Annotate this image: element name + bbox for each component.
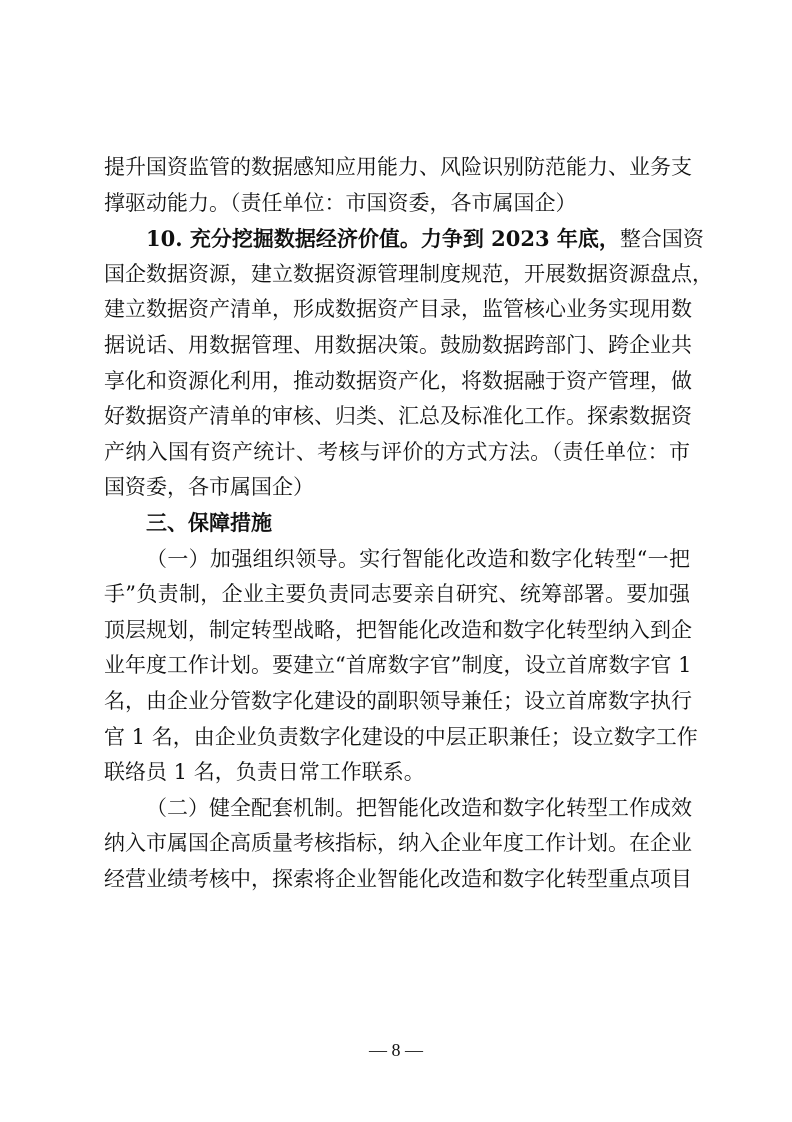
paragraph-line: 国企数据资源，建立数据资源管理制度规范，开展数据资源盘点， [104,261,713,286]
paragraph-line: 手”负责制，企业主要负责同志要亲自研究、统筹部署。要加强 [104,582,690,607]
paragraph-line: 名，由企业分管数字化建设的副职领导兼任；设立首席数字执行 [104,688,692,713]
paragraph-line: 据说话、用数据管理、用数据决策。鼓励数据跨部门、跨企业共 [104,332,692,357]
paragraph-line: 经营业绩考核中，探索将企业智能化改造和数字化转型重点项目 [104,866,692,891]
paragraph-line: 顶层规划，制定转型战略，把智能化改造和数字化转型纳入到企 [104,617,692,642]
paragraph-line: 产纳入国有资产统计、考核与评价的方式方法。（责任单位：市 [104,439,690,464]
item-10-first-rest: 整合国资 [619,227,704,252]
item-10-first-line [104,221,704,257]
document-body [104,150,713,897]
paragraph-line: 建立数据资产清单，形成数据资产目录，监管核心业务实现用数 [104,297,692,322]
paragraph-line: 撑驱动能力。（责任单位：市国资委，各市属国企） [104,190,577,215]
paragraph-line: 官 1 名，由企业负责数字化建设的中层正职兼任；设立数字工作 [104,724,698,749]
paragraph-line: 提升国资监管的数据感知应用能力、风险识别防范能力、业务支 [104,155,692,179]
paragraph-line: 享化和资源化利用，推动数据资产化，将数据融于资产管理，做 [104,368,692,393]
paragraph-line: （二）健全配套机制。把智能化改造和数字化转型工作成效 [146,795,692,820]
item-10-lead: 10. 充分挖掘数据经济价值。力争到 2023 年底， [146,226,620,252]
paragraph-line: 好数据资产清单的审核、归类、汇总及标准化工作。探索数据资 [104,404,692,429]
paragraph-line: （一）加强组织领导。实行智能化改造和数字化转型“一把 [146,546,690,571]
paragraph-line: 业年度工作计划。要建立“首席数字官”制度，设立首席数字官 1 [104,653,692,678]
section-heading: 三、保障措施 [146,510,272,535]
paragraph-line: 国资委，各市属国企） [104,475,314,500]
page-number: — 8 — [369,1040,423,1060]
paragraph-line: 联络员 1 名，负责日常工作联系。 [104,760,425,785]
paragraph-line: 纳入市属国企高质量考核指标，纳入企业年度工作计划。在企业 [104,831,692,856]
